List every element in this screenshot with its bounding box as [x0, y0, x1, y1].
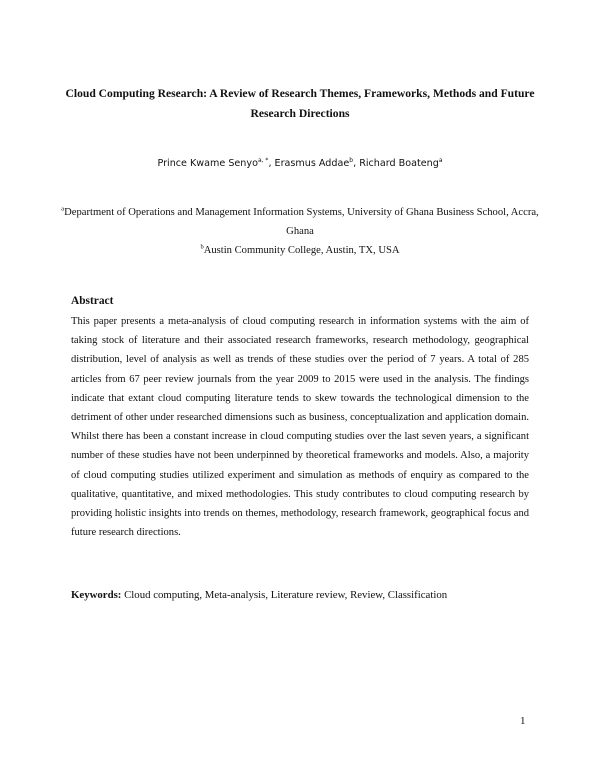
keywords-text: Cloud computing, Meta-analysis, Literature review, Review, Classification: [124, 589, 448, 601]
affiliations: [60, 203, 540, 260]
page-number: 1: [520, 715, 526, 727]
author-separator: ,: [268, 158, 275, 169]
affiliation-marker: b: [200, 243, 204, 251]
affiliation-item: [60, 203, 540, 241]
author-affiliation-marker: a, *: [257, 156, 269, 164]
author-name: Erasmus Addae: [274, 158, 350, 169]
affiliation-text: Austin Community College, Austin, TX, USA: [203, 245, 400, 256]
affiliation-item: [60, 241, 540, 260]
affiliation-text: Department of Operations and Management Information Systems, University of Ghana Business School, Accra, Ghana: [64, 207, 539, 237]
abstract-body: This paper presents a meta-analysis of cloud computing research in information systems with the aim of taking stock of literature and their associated research frameworks, research methodology, geographical distribution, level of analysis as well as trends of these studies over the period of 7 years. A total of 285 articles from 67 peer review journals from the year 2009 to 2015 were used in the analysis. The findings indicate that extant cloud computing literature tends to skew towards the technological dimension to the detriment of other under researched dimensions such as business, conceptualization and application domain. Whilst there has been a constant increase in cloud computing studies over the last seven years, a significant number of these studies have not been underpinned by theoretical frameworks and models. Also, a majority of cloud computing studies utilized experiment and simulation as methods of enquiry as compared to the qualitative, quantitative, and mixed methodologies. This study contributes to cloud computing research by providing holistic insights into trends on themes, methodology, research framework, geographical focus and future research directions.: [71, 316, 529, 539]
paper-title: Cloud Computing Research: A Review of Research Themes, Frameworks, Methods and Future Research Directions: [65, 87, 535, 120]
author-list: [60, 157, 540, 171]
author-affiliation-marker: a: [438, 156, 443, 164]
abstract-heading: Abstract: [71, 295, 114, 307]
author-separator: ,: [353, 158, 360, 169]
keywords-label: Keywords:: [71, 589, 122, 601]
author-affiliation-marker: b: [349, 156, 354, 164]
author-name: Richard Boateng: [359, 158, 439, 169]
affiliation-marker: a: [61, 205, 65, 213]
keywords-line: [71, 587, 529, 603]
author-name: Prince Kwame Senyo: [157, 158, 258, 169]
